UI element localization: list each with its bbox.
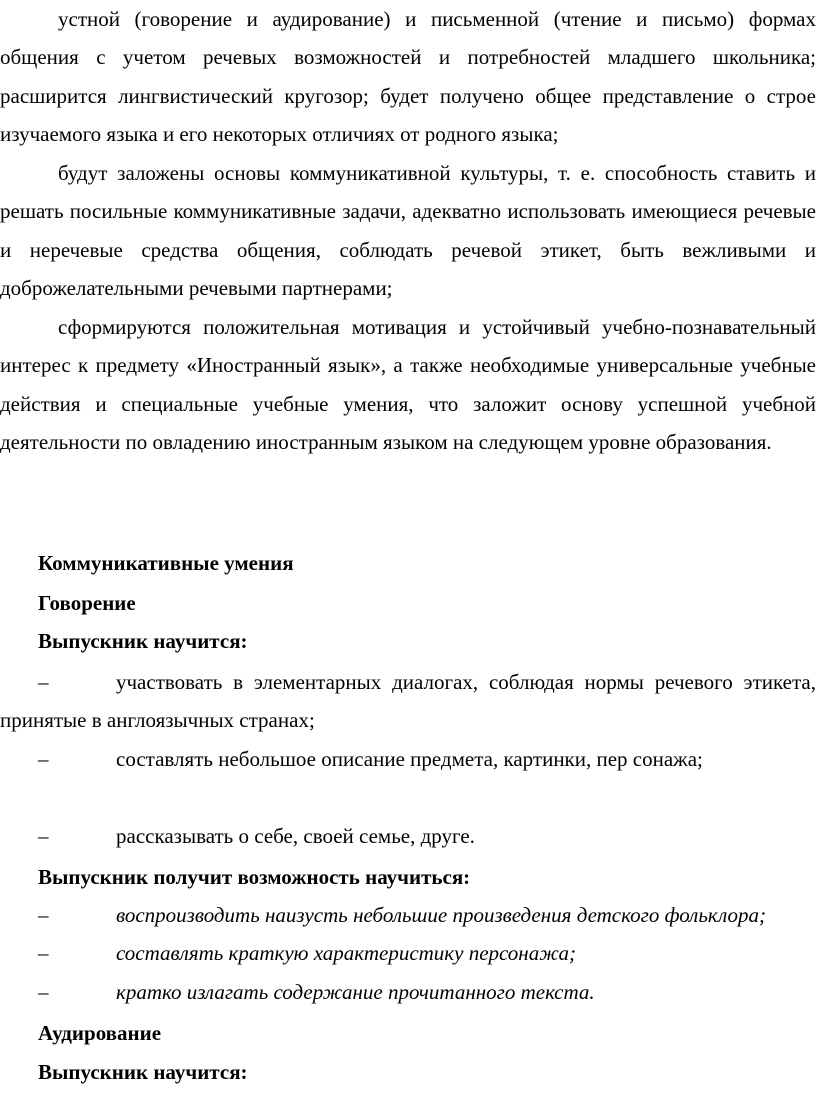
list-item [0,896,816,934]
paragraph-1 [0,0,816,153]
list-dash: – [38,903,49,927]
heading-graduate-will-learn: Выпускник научится: [38,629,248,653]
heading-listening: Аудирование [38,1021,162,1045]
list-item-text: составлять небольшое описание предмета, картинки, пер сонажа; [116,747,703,771]
list-item-text: участвовать в элементарных диалогах, соблюдая нормы речевого этикета, принятые в англоязычных странах; [0,670,816,733]
paragraph-2-text: будут заложены основы коммуникативной культуры, т. е. способность ставить и решать посильные коммуникативные задачи, адекватно использовать имеющиеся речевые и неречевые средства общения, соблюдать речевой этикет, быть вежливыми и доброжелательными речевыми партнерами; [0,161,816,300]
heading-graduate-will-learn-listening: Выпускник научится: [38,1060,248,1084]
paragraph-1-text: устной (говорение и аудирование) и письменной (чтение и письмо) формах общения с учетом речевых возможностей и потребностей младшего школьника; расширится лингвистический кругозор; будет получено общее представление о строе изучаемого языка и его некоторых отличиях от родного языка; [0,7,816,146]
list-item-text: составлять краткую характеристику персонажа; [116,941,576,965]
heading-communicative-skills: Коммуникативные умения [38,551,294,575]
list-item [0,973,816,1011]
list-item-text: рассказывать о себе, своей семье, друге. [116,824,475,848]
list-item-text: кратко излагать содержание прочитанного текста. [116,980,595,1004]
list-dash: – [38,824,49,848]
list-item-text: воспроизводить наизусть небольшие произведения детского фольклора; [116,903,767,927]
list-dash: – [38,941,49,965]
paragraph-2 [0,154,816,307]
list-dash: – [38,980,49,1004]
list-item [0,663,816,740]
heading-graduate-may-learn: Выпускник получит возможность научиться: [38,865,471,889]
list-item [0,817,816,855]
heading-speaking: Говорение [38,591,136,615]
list-item [0,740,816,778]
list-item [0,934,816,972]
list-dash: – [38,747,49,771]
list-dash: – [38,670,49,694]
paragraph-3 [0,308,816,461]
paragraph-3-text: сформируются положительная мотивация и устойчивый учебно-познавательный интерес к предмету «Иностранный язык», а также необходимые универсальные учебные действия и специальные учебные умения, что заложит основу успешной учебной деятельности по овладению иностранным языком на следующем уровне образования. [0,315,816,454]
